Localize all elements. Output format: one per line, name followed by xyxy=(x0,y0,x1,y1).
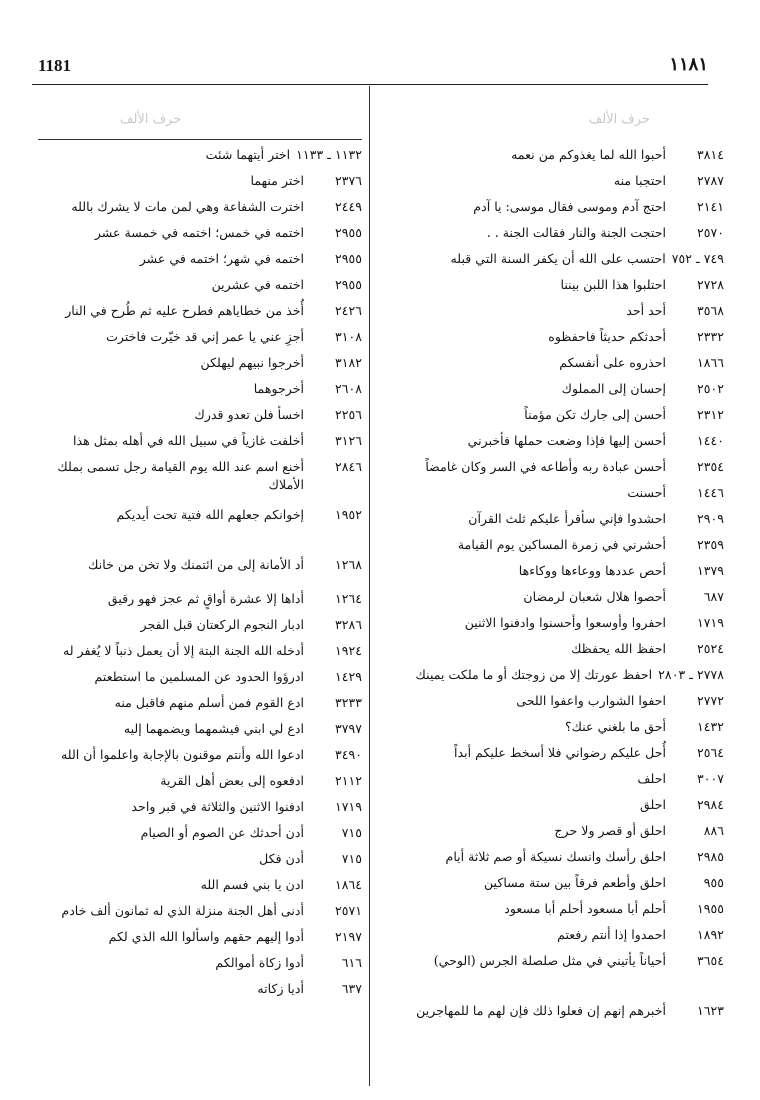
entry-text: احلف xyxy=(637,771,666,786)
entry-number: ٢٩٥٥ xyxy=(334,277,362,292)
entry-text: احفروا وأوسعوا وأحسنوا وادفنوا الاثنين xyxy=(464,615,666,630)
index-entry xyxy=(378,796,724,822)
entry-number: ٢٥٢٤ xyxy=(696,641,724,656)
index-entry xyxy=(378,926,724,952)
entry-text: احتج آدم وموسى فقال موسى: يا آدم xyxy=(473,199,666,214)
left-entries-b xyxy=(38,556,362,582)
index-entry xyxy=(38,432,362,458)
index-entry xyxy=(378,432,724,458)
index-entry xyxy=(378,276,724,302)
entry-text: احتلبوا هذا اللبن بيننا xyxy=(560,277,666,292)
entry-number: ٢٩٥٥ xyxy=(334,225,362,240)
entry-text: أديا زكاته xyxy=(257,981,304,996)
entry-number: ١٤٣٢ xyxy=(696,719,724,734)
entry-number: ٢٥٧١ xyxy=(334,903,362,918)
index-entry xyxy=(38,590,362,616)
index-entry xyxy=(378,822,724,848)
entry-text: أحصوا هلال شعبان لرمضان xyxy=(523,589,666,604)
entry-number: ٦٨٧ xyxy=(703,589,724,604)
entry-text: أجزِ عني يا عمر إني قد خيّرت فاخترت xyxy=(106,329,304,344)
index-entry xyxy=(38,354,362,380)
right-column-gap xyxy=(378,978,724,1002)
index-entry xyxy=(378,562,724,588)
index-entry xyxy=(38,720,362,746)
entry-text: أدن فكل xyxy=(259,851,304,866)
entry-text: أحبوا الله لما يغذوكم من نعمه xyxy=(511,147,666,162)
entry-text: احلق رأسك وانسك نسيكة أو صم ثلاثة أيام xyxy=(445,849,666,864)
entry-number: ٢٩٥٥ xyxy=(334,251,362,266)
index-entry xyxy=(378,250,724,276)
faint-heading-left: حرف الألف xyxy=(120,112,182,127)
entry-text: ادع لي ابني فيشمهما ويضمهما إليه xyxy=(123,721,304,736)
entry-number: ٣١٢٦ xyxy=(334,433,362,448)
index-entry xyxy=(38,172,362,198)
index-entry xyxy=(38,642,362,668)
index-entry xyxy=(378,536,724,562)
entry-number: ١٧١٩ xyxy=(334,799,362,814)
right-entries-list xyxy=(378,146,724,978)
index-entry xyxy=(378,354,724,380)
index-entry xyxy=(378,874,724,900)
index-entry xyxy=(378,770,724,796)
entry-text: احتسب على الله أن يكفر السنة التي قبله xyxy=(450,251,666,266)
entry-number: ٢٧٧٢ xyxy=(696,693,724,708)
page-number-latin: 1181 xyxy=(38,56,72,75)
right-entries-after xyxy=(378,1002,724,1028)
entry-number: ٦١٦ xyxy=(341,955,362,970)
entry-text: احتجبا منه xyxy=(613,173,666,188)
index-entry xyxy=(378,198,724,224)
entry-number: ٢٣٥٩ xyxy=(696,537,724,552)
entry-text: أحسنت xyxy=(627,485,666,500)
entry-text: ادع القوم فمن أسلم منهم فاقبل منه xyxy=(114,695,304,710)
entry-number: ٢٩٨٥ xyxy=(696,849,724,864)
index-entry xyxy=(378,406,724,432)
entry-number: ١٦٢٣ xyxy=(696,1003,724,1018)
entry-number: ٣٦٥٤ xyxy=(696,953,724,968)
entry-number: ٣٧٩٧ xyxy=(334,721,362,736)
entry-number: ٢٣٥٤ xyxy=(696,459,724,474)
entry-text: اختمه في عشرين xyxy=(211,277,304,292)
entry-text: احشدوا فإني سأقرأ عليكم ثلث القرآن xyxy=(468,511,666,526)
entry-number: ١٤٢٩ xyxy=(334,669,362,684)
entry-number: ١٩٥٢ xyxy=(334,507,362,522)
index-entry xyxy=(38,902,362,928)
index-entry xyxy=(38,798,362,824)
entry-number: ٧١٥ xyxy=(341,825,362,840)
entry-number: ١٢٦٤ xyxy=(334,591,362,606)
index-entry xyxy=(38,224,362,250)
entry-text: أخرجوا نبيهم ليهلكن xyxy=(200,355,304,370)
index-entry xyxy=(38,458,362,506)
index-entry xyxy=(38,380,362,406)
entry-number: ٣٥٦٨ xyxy=(696,303,724,318)
index-entry xyxy=(38,772,362,798)
index-entry xyxy=(38,406,362,432)
index-entry xyxy=(38,824,362,850)
entry-text: أحق ما بلغني عنك؟ xyxy=(564,719,666,734)
entry-text: ادفعوه إلى بعض أهل القرية xyxy=(160,773,304,788)
index-entry xyxy=(378,718,724,744)
index-entry xyxy=(378,224,724,250)
right-column xyxy=(378,146,724,1028)
entry-text: أخرجوهما xyxy=(253,381,304,396)
index-entry xyxy=(378,302,724,328)
left-column-top-rule xyxy=(38,139,362,140)
left-column xyxy=(38,146,362,1006)
entry-number: ٢٣٧٦ xyxy=(334,173,362,188)
entry-number: ٢٧٨٧ xyxy=(696,173,724,188)
entry-text: أخلفت غازياً في سبيل الله في أهله بمثل هذا xyxy=(73,433,304,448)
entry-number: ٣٢٨٦ xyxy=(334,617,362,632)
entry-text: اختر أيتهما شئت xyxy=(205,147,291,162)
entry-number: ١٨٩٢ xyxy=(696,927,724,942)
entry-number: ٢٩٠٩ xyxy=(696,511,724,526)
index-entry xyxy=(38,928,362,954)
index-entry xyxy=(38,146,362,172)
entry-text: أُحل عليكم رضواني فلا أسخط عليكم أبداً xyxy=(453,745,666,760)
left-entries-a xyxy=(38,146,362,532)
entry-number: ٢٧٢٨ xyxy=(696,277,724,292)
entry-number: ٢١١٢ xyxy=(334,773,362,788)
faint-heading-right: حرف الألف xyxy=(588,112,650,127)
entry-text: ادن يا بني فسم الله xyxy=(200,877,304,892)
entry-number: ٢١٤١ xyxy=(696,199,724,214)
entry-text: أد الأمانة إلى من ائتمنك ولا تخن من خانك xyxy=(88,557,304,572)
index-entry xyxy=(378,380,724,406)
entry-number: ١٩٥٥ xyxy=(696,901,724,916)
entry-text: أُخذ من خطاياهم فطرح عليه ثم طُرح في النار xyxy=(65,303,304,318)
entry-number: ٧١٥ xyxy=(341,851,362,866)
entry-number: ٣٤٩٠ xyxy=(334,747,362,762)
index-entry xyxy=(378,588,724,614)
entry-number: ٢٣١٢ xyxy=(696,407,724,422)
entry-number: ٧٤٩ ـ ٧٥٢ xyxy=(671,251,724,266)
entry-number: ١٧١٩ xyxy=(696,615,724,630)
entry-text: أدنى أهل الجنة منزلة الذي له ثمانون ألف خادم xyxy=(61,903,304,918)
entry-number: ٣٠٠٧ xyxy=(696,771,724,786)
page-number-arabic: ١١٨١ xyxy=(669,54,708,75)
entry-text: أخبرهم إنهم إن فعلوا ذلك فإن لهم ما للمهاجرين xyxy=(416,1003,666,1018)
entry-number: ٢٢٥٦ xyxy=(334,407,362,422)
entry-text: أحسن إليها فإذا وضعت حملها فأخبرني xyxy=(467,433,666,448)
entry-number: ٨٨٦ xyxy=(703,823,724,838)
entry-text: ادعوا الله وأنتم موقنون بالإجابة واعلموا أن الله xyxy=(61,747,304,762)
entry-text: اختمه في خمس؛ اختمه في خمسة عشر xyxy=(94,225,304,240)
index-entry xyxy=(378,328,724,354)
index-entry xyxy=(378,952,724,978)
index-entry xyxy=(378,640,724,666)
index-entry xyxy=(38,616,362,642)
entry-text: أحص عددها ووعاءها ووكاءها xyxy=(518,563,666,578)
index-entry xyxy=(38,850,362,876)
entry-number: ٢٨٤٦ xyxy=(334,459,362,474)
index-entry xyxy=(378,666,724,692)
entry-number: ٣١٠٨ xyxy=(334,329,362,344)
entry-text: احفظ عورتك إلا من زوجتك أو ما ملكت يمينك xyxy=(415,667,653,682)
column-divider xyxy=(369,86,370,1086)
entry-number: ٢٤٤٩ xyxy=(334,199,362,214)
entry-number: ١٩٢٤ xyxy=(334,643,362,658)
entry-text: احلق أو قصر ولا حرج xyxy=(554,823,666,838)
entry-text: أدوا إليهم حقهم واسألوا الله الذي لكم xyxy=(108,929,304,944)
index-entry xyxy=(38,954,362,980)
entry-text: أدوا زكاة أموالكم xyxy=(215,955,304,970)
entry-text: إحسان إلى المملوك xyxy=(561,381,666,396)
entry-number: ٢٥٦٤ xyxy=(696,745,724,760)
entry-number: ١٣٧٩ xyxy=(696,563,724,578)
entry-number: ٣١٨٢ xyxy=(334,355,362,370)
index-entry xyxy=(38,876,362,902)
index-entry xyxy=(38,198,362,224)
index-entry xyxy=(378,1002,724,1028)
entry-number: ٢٥٧٠ xyxy=(696,225,724,240)
entry-text: اختر منهما xyxy=(250,173,304,188)
header-rule xyxy=(32,84,708,85)
entry-number: ٢٣٣٢ xyxy=(696,329,724,344)
entry-text: اخسأ فلن تعدو قدرك xyxy=(194,407,304,422)
entry-number: ١٤٤٠ xyxy=(696,433,724,448)
index-entry xyxy=(38,980,362,1006)
index-entry xyxy=(378,900,724,926)
index-entry xyxy=(378,692,724,718)
entry-text: أحدثكم حديثاً فاحفظوه xyxy=(548,329,666,344)
index-entry xyxy=(378,510,724,536)
entry-text: احفوا الشوارب واعفوا اللحى xyxy=(516,693,666,708)
index-entry xyxy=(378,484,724,510)
index-entry xyxy=(38,746,362,772)
entry-text: أحسن إلى جارك تكن مؤمناً xyxy=(524,407,666,422)
index-entry xyxy=(38,328,362,354)
entry-text: أدخله الله الجنة البتة إلا أن يعمل ذنباً لا يُغفر له xyxy=(62,643,304,658)
index-entry xyxy=(38,694,362,720)
entry-text: أحلم أبا مسعود أحلم أبا مسعود xyxy=(504,901,666,916)
entry-number: ٣٢٣٣ xyxy=(334,695,362,710)
entry-text: أداها إلا عشرة أواقٍ ثم عجز فهو رقيق xyxy=(107,591,304,606)
index-entry xyxy=(38,556,362,582)
entry-number: ١٨٦٦ xyxy=(696,355,724,370)
entry-text: أحياناً يأتيني في مثل صلصلة الجرس (الوحي) xyxy=(433,953,666,968)
entry-text: إخوانكم جعلهم الله فتية تحت أيديكم xyxy=(116,507,304,522)
index-entry xyxy=(378,614,724,640)
entry-text: أحد أحد xyxy=(626,303,666,318)
entry-text: احمدوا إذا أنتم رفعتم xyxy=(557,927,666,942)
index-entry xyxy=(378,172,724,198)
entry-text: أخنع اسم عند الله يوم القيامة رجل تسمى بملك الأملاك xyxy=(57,459,304,492)
entry-text: احتجت الجنة والنار فقالت الجنة . . xyxy=(486,225,666,240)
index-entry xyxy=(38,668,362,694)
left-entries-c xyxy=(38,590,362,1006)
entry-text: احلق xyxy=(640,797,666,812)
entry-text: احلق وأطعم فرقاً بين ستة مساكين xyxy=(483,875,666,890)
entry-text: ادرؤوا الحدود عن المسلمين ما استطعتم xyxy=(94,669,304,684)
entry-number: ٢٦٠٨ xyxy=(334,381,362,396)
index-entry xyxy=(38,302,362,328)
index-entry xyxy=(378,744,724,770)
index-entry xyxy=(378,146,724,172)
entry-text: ادبار النجوم الركعتان قبل الفجر xyxy=(140,617,304,632)
entry-number: ١١٣٢ ـ ١١٣٣ xyxy=(296,147,362,162)
entry-number: ٢٤٢٦ xyxy=(334,303,362,318)
entry-text: اخترت الشفاعة وهي لمن مات لا يشرك بالله xyxy=(71,199,304,214)
entry-number: ٦٣٧ xyxy=(341,981,362,996)
entry-number: ٢١٩٧ xyxy=(334,929,362,944)
entry-text: أدن أحدثك عن الصوم أو الصيام xyxy=(140,825,304,840)
entry-number: ٢٩٨٤ xyxy=(696,797,724,812)
index-entry xyxy=(378,848,724,874)
entry-number: ٢٥٠٢ xyxy=(696,381,724,396)
left-column-gap-2 xyxy=(38,582,362,590)
entry-number: ٢٧٧٨ ـ ٢٨٠٣ xyxy=(658,667,724,682)
index-entry xyxy=(38,276,362,302)
entry-text: أحسن عبادة ربه وأطاعه في السر وكان غامضاً xyxy=(425,459,666,474)
entry-text: احذروه على أنفسكم xyxy=(559,355,666,370)
entry-number: ٣٨١٤ xyxy=(696,147,724,162)
index-entry xyxy=(378,458,724,484)
entry-text: اختمه في شهر؛ اختمه في عشر xyxy=(139,251,304,266)
entry-number: ٩٥٥ xyxy=(703,875,724,890)
entry-text: احفظ الله يحفظك xyxy=(571,641,666,656)
entry-number: ١٨٦٤ xyxy=(334,877,362,892)
entry-text: ادفنوا الاثنين والثلاثة في قبر واحد xyxy=(131,799,304,814)
left-column-gap-1 xyxy=(38,532,362,556)
entry-text: أحشرني في زمرة المساكين يوم القيامة xyxy=(457,537,666,552)
entry-number: ١٤٤٦ xyxy=(696,485,724,500)
index-entry xyxy=(38,250,362,276)
entry-number: ١٢٦٨ xyxy=(334,557,362,572)
index-entry xyxy=(38,506,362,532)
